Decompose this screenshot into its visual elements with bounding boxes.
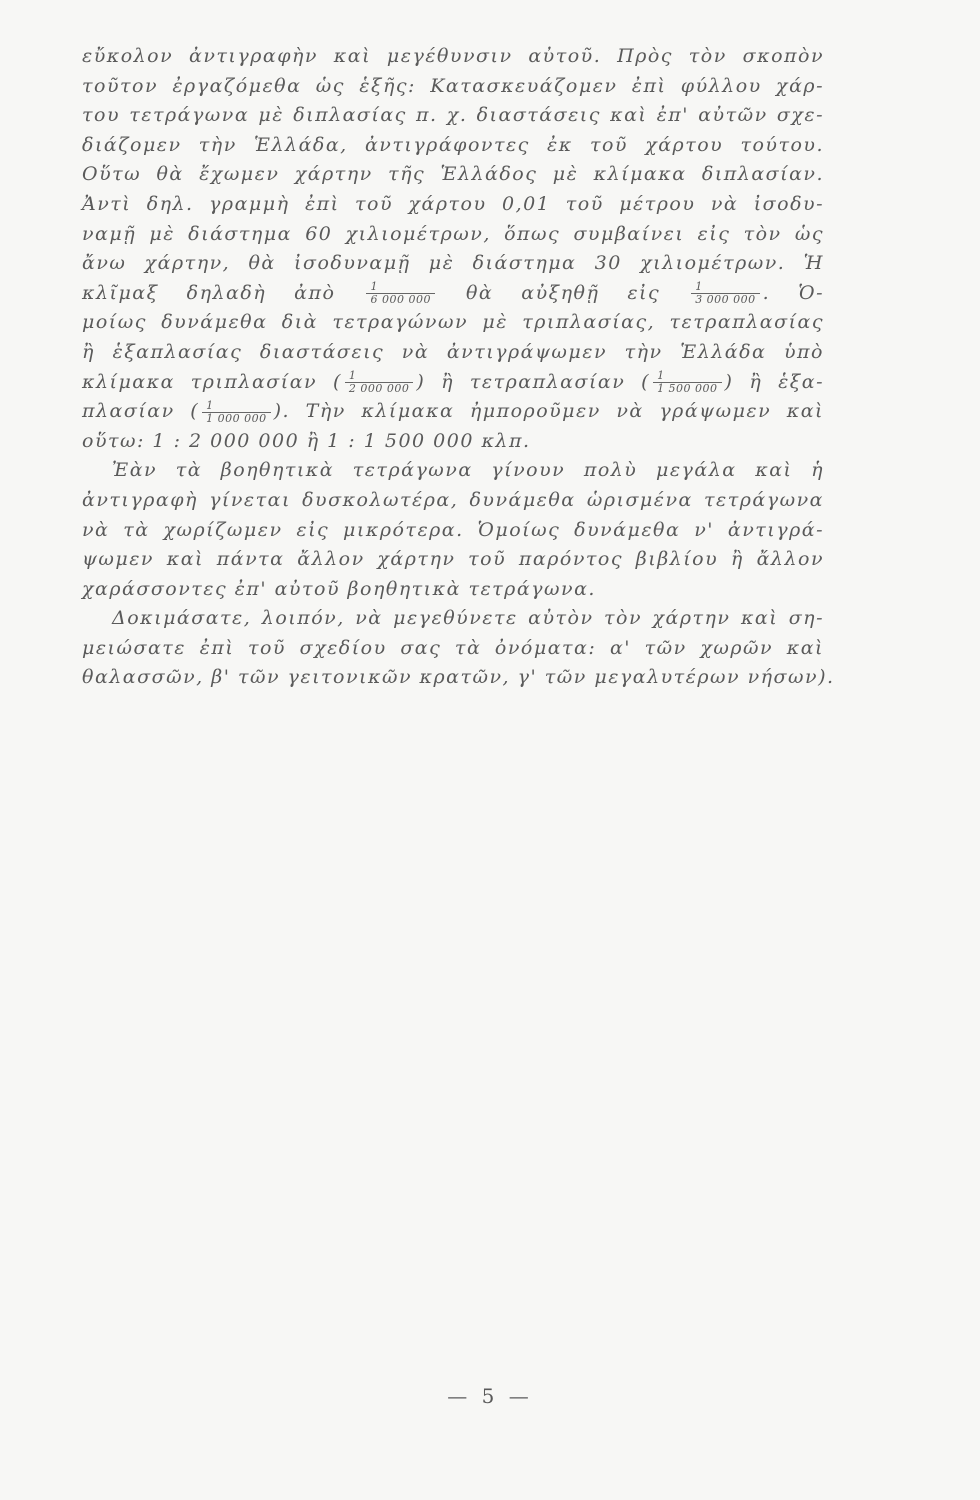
- text-line: χαράσσοντες ἐπ' αὐτοῦ βοηθητικὰ τετράγωνα.: [82, 577, 596, 600]
- fraction-denominator: 2 000 000: [345, 382, 413, 395]
- text-segment: . Ὁ-: [762, 281, 824, 304]
- scale-fraction: [653, 370, 721, 395]
- text-line: μοίως δυνάμεθα διὰ τετραγώνων μὲ τριπλασίας, τετραπλασίας: [82, 311, 824, 334]
- text-line-with-fractions: [82, 397, 824, 427]
- scale-fraction: [202, 400, 270, 425]
- text-line: διάζομεν τὴν Ἑλλάδα, ἀντιγράφοντες ἐκ τοῦ χάρτου τούτου.: [82, 133, 824, 156]
- text-line: εὔκολον ἀντιγραφὴν καὶ μεγέθυνσιν αὐτοῦ. Πρὸς τὸν σκοπὸν: [82, 45, 824, 67]
- text-segment: ) ἢ τετραπλασίαν (: [416, 370, 651, 393]
- fraction-numerator: 1: [348, 369, 357, 383]
- text-line: ἀντιγραφὴ γίνεται δυσκολωτέρα, δυνάμεθα ὡρισμένα τετράγωνα: [82, 488, 824, 511]
- text-line: Οὕτω θὰ ἔχωμεν χάρτην τῆς Ἑλλάδος μὲ κλίμακα διπλασίαν.: [82, 163, 824, 186]
- fraction-denominator: 1 500 000: [653, 382, 721, 395]
- text-segment: ) ἢ ἑξα-: [724, 370, 824, 393]
- text-line: ἄνω χάρτην, θὰ ἰσοδυναμῇ μὲ διάστημα 30 χιλιομέτρων. Ἡ: [82, 252, 824, 275]
- text-segment: κλῖμαξ δηλαδὴ ἀπὸ: [82, 281, 336, 304]
- page-number: — 5 —: [447, 1384, 533, 1408]
- fraction-numerator: 1: [206, 398, 214, 412]
- scale-fraction: [345, 370, 413, 395]
- scale-fraction: [691, 281, 759, 306]
- body-text: [82, 42, 835, 693]
- fraction-denominator: 1 000 000: [202, 412, 270, 425]
- fraction-numerator: 1: [657, 369, 665, 383]
- fraction-denominator: 6 000 000: [366, 293, 434, 306]
- text-segment: κλίμακα τριπλασίαν (: [82, 370, 342, 393]
- text-line: Ἀντὶ δηλ. γραμμὴ ἐπὶ τοῦ χάρτου 0,01 τοῦ μέτρου νὰ ἰσοδυ-: [82, 192, 824, 215]
- text-segment: ). Τὴν κλίμακα ἠμποροῦμεν νὰ γράψωμεν καὶ: [273, 400, 824, 423]
- text-line-with-fractions: [82, 279, 824, 309]
- text-line: Ἐὰν τὰ βοηθητικὰ τετράγωνα γίνουν πολὺ μεγάλα καὶ ἡ: [112, 459, 824, 482]
- text-line: ψωμεν καὶ πάντα ἄλλον χάρτην τοῦ παρόντος βιβλίου ἢ ἄλλον: [82, 548, 824, 571]
- scale-fraction: [366, 281, 434, 306]
- text-line: νὰ τὰ χωρίζωμεν εἰς μικρότερα. Ὁμοίως δυνάμεθα ν' ἀντιγρά-: [82, 518, 824, 541]
- fraction-numerator: 1: [370, 280, 378, 294]
- text-segment: θὰ αὐξηθῇ εἰς: [465, 281, 661, 304]
- text-line-with-fractions: [82, 368, 824, 398]
- fraction-denominator: 3 000 000: [691, 293, 759, 306]
- text-line: ἢ ἑξαπλασίας διαστάσεις νὰ ἀντιγράψωμεν τὴν Ἑλλάδα ὑπὸ: [82, 340, 824, 363]
- text-line: τοῦτον ἐργαζόμεθα ὡς ἑξῆς: Κατασκευάζομεν ἐπὶ φύλλου χάρ-: [82, 74, 824, 97]
- text-line: θαλασσῶν, β' τῶν γειτονικῶν κρατῶν, γ' τῶν μεγαλυτέρων νήσων).: [82, 666, 835, 689]
- text-line: μειώσατε ἐπὶ τοῦ σχεδίου σας τὰ ὀνόματα: α' τῶν χωρῶν καὶ: [82, 636, 824, 659]
- text-line: οὕτω: 1 : 2 000 000 ἢ 1 : 1 500 000 κλπ.: [82, 429, 531, 452]
- fraction-numerator: 1: [695, 280, 703, 294]
- text-line: ναμῇ μὲ διάστημα 60 χιλιομέτρων, ὅπως συμβαίνει εἰς τὸν ὡς: [82, 222, 824, 245]
- text-segment: πλασίαν (: [82, 400, 200, 423]
- text-line: του τετράγωνα μὲ διπλασίας π. χ. διαστάσεις καὶ ἐπ' αὐτῶν σχε-: [82, 104, 824, 127]
- text-line: Δοκιμάσατε, λοιπόν, νὰ μεγεθύνετε αὐτὸν τὸν χάρτην καὶ ση-: [112, 607, 824, 630]
